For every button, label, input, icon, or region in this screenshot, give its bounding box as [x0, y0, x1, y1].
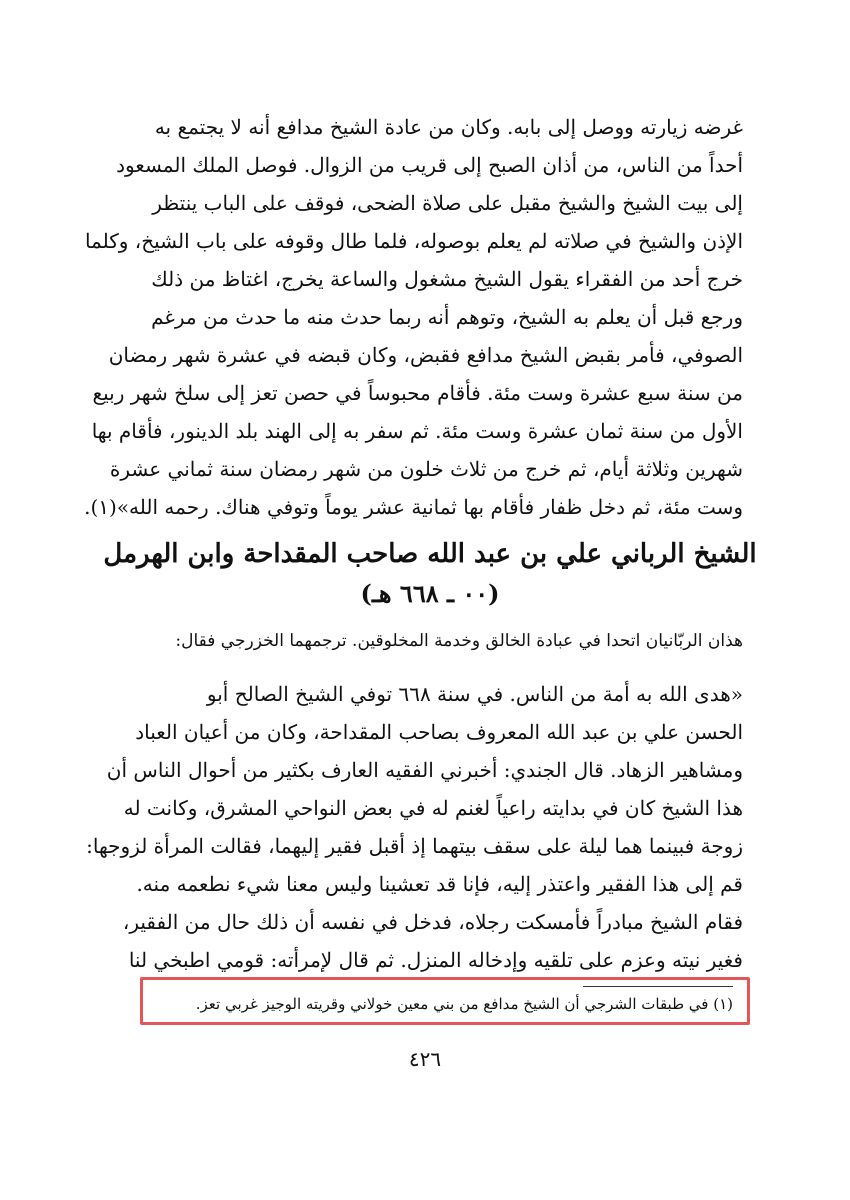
text-line: ورجع قبل أن يعلم به الشيخ، وتوهم أنه ربما حدث منه ما حدث من مرغم — [151, 305, 743, 329]
text-line: أحداً من الناس، من أذان الصبح إلى قريب من الزوال. فوصل الملك المسعود — [116, 153, 743, 177]
text-line: هذا الشيخ كان في بدايته راعياً لغنم له في بعض النواحي المشرق، وكانت له — [123, 796, 743, 820]
footnote-separator — [583, 986, 733, 987]
section-heading: الشيخ الرباني علي بن عبد الله صاحب المقداحة وابن الهرمل — [103, 539, 757, 569]
body-paragraph-2 — [86, 675, 743, 979]
text-line: وست مئة، ثم دخل ظفار فأقام بها ثمانية عشر يوماً وتوفي هناك. رحمه الله»(١). — [84, 495, 743, 519]
text-line: فقام الشيخ مبادراً فأمسكت رجلاه، فدخل في نفسه أن ذلك حال من الفقير، — [122, 910, 743, 934]
text-line: الصوفي، فأمر بقبض الشيخ مدافع فقبض، وكان قبضه في عشرة شهر رمضان — [108, 343, 743, 367]
text-line: الحسن علي بن عبد الله المعروف بصاحب المقداحة، وكان من أعيان العباد — [135, 720, 743, 744]
body-paragraph-1 — [84, 108, 743, 526]
text-line: هذان الربّانيان اتحدا في عبادة الخالق وخدمة المخلوقين. ترجمهما الخزرجي فقال: — [175, 631, 743, 651]
text-line: من سنة سبع عشرة وست مئة. فأقام محبوساً في حصن تعز إلى سلخ شهر ربيع — [92, 381, 743, 405]
text-line: ومشاهير الزهاد. قال الجندي: أخبرني الفقيه العارف بكثير من أحوال الناس أن — [106, 758, 743, 782]
footnote-highlight-box — [140, 977, 750, 1025]
text-line: زوجة فبينما هما ليلة على سقف بيتهما إذ أقبل فقير إليهما، فقالت المرأة لزوجها: — [86, 834, 743, 858]
text-line: فغير نيته وعزم على تلقيه وإدخاله المنزل. ثم قال لإمرأته: قومي اطبخي لنا — [128, 948, 743, 972]
text-line: خرج أحد من الفقراء يقول الشيخ مشغول والساعة يخرج، اغتاظ من ذلك — [151, 267, 743, 291]
text-line: الأول من سنة ثمان عشرة وست مئة. ثم سفر به إلى الهند بلد الدينور، فأقام بها — [91, 419, 743, 443]
footnote: (١) في طبقات الشرجي أن الشيخ مدافع من بني معين خولاني وقريته الوجيز غربي تعز. — [195, 995, 733, 1013]
text-line: قم إلى هذا الفقير واعتذر إليه، فإنا قد تعشينا وليس معنا شيء نطعمه منه. — [136, 872, 743, 896]
text-line: الإذن والشيخ في صلاته لم يعلم بوصوله، فلما طال وقوفه على باب الشيخ، وكلما — [84, 229, 743, 253]
text-line: إلى بيت الشيخ والشيخ مقبل على صلاة الضحى، فوقف على الباب ينتظر — [152, 191, 743, 215]
intro-paragraph — [118, 624, 743, 658]
text-line: شهرين وثلاثة أيام، ثم خرج من ثلاث خلون من شهر رمضان سنة ثماني عشرة — [109, 457, 743, 481]
text-line: غرضه زيارته ووصل إلى بابه. وكان من عادة الشيخ مدافع أنه لا يجتمع به — [154, 115, 743, 139]
text-line: «هدى الله به أمة من الناس. في سنة ٦٦٨ توفي الشيخ الصالح أبو — [206, 682, 743, 706]
page-number: ٤٢٦ — [408, 1047, 442, 1071]
section-heading-dates: (٠٠ ـ ٦٦٨ هـ) — [360, 579, 500, 608]
